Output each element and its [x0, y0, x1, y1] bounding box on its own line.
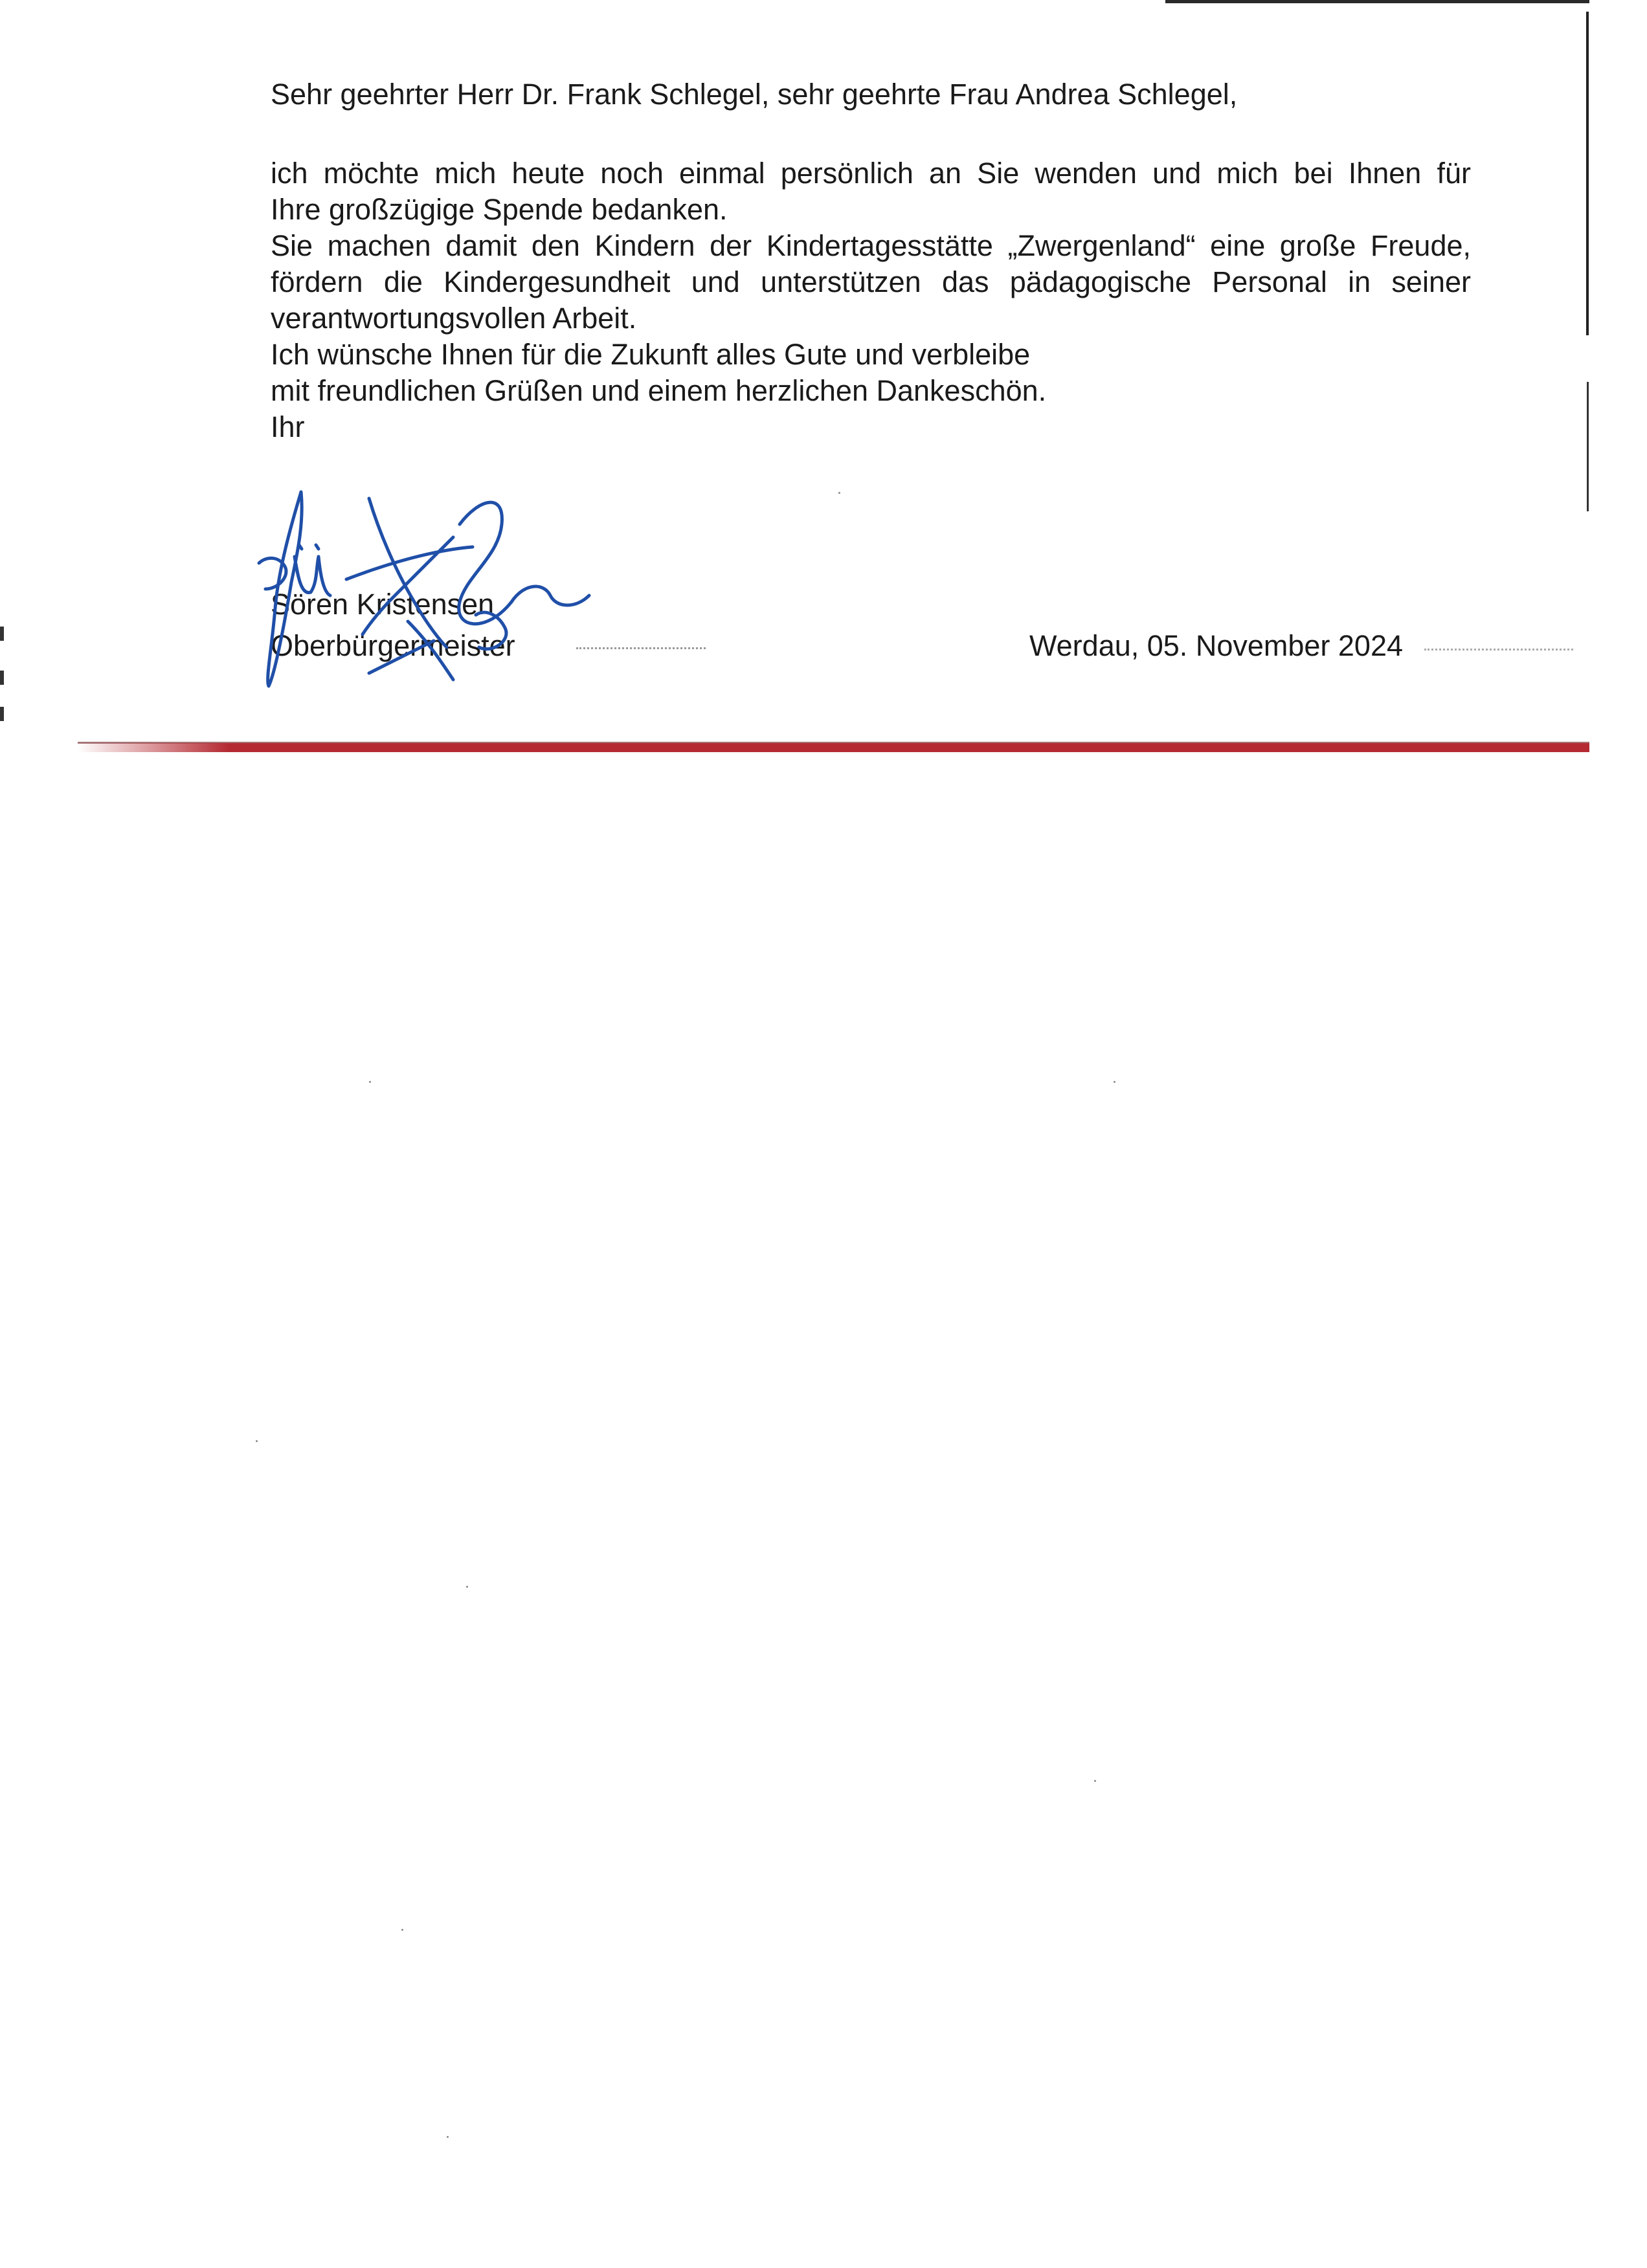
letter-body: [271, 155, 1471, 445]
signer-name: Sören Kristensen: [271, 588, 495, 621]
handwritten-signature: [240, 485, 602, 699]
scan-speck: [838, 492, 840, 494]
scan-speck: [447, 2136, 449, 2138]
signature-drawing: [240, 485, 602, 699]
body-line-4: fördern die Kindergesundheit und unterstützen das pädagogische Personal in seiner: [271, 265, 1471, 298]
body-line-3: Sie machen damit den Kindern der Kindertagesstätte „Zwergenland“ eine große Freude,: [271, 229, 1471, 262]
salutation: Sehr geehrter Herr Dr. Frank Schlegel, sehr geehrte Frau Andrea Schlegel,: [271, 78, 1238, 111]
scan-speck: [401, 1929, 403, 1931]
place-and-date: Werdau, 05. November 2024: [1029, 629, 1404, 662]
body-line-6: Ich wünsche Ihnen für die Zukunft alles Gute und verbleibe: [271, 338, 1031, 371]
scan-speck: [369, 1081, 371, 1083]
scan-edge-right: [1586, 12, 1589, 335]
body-line-5: verantwortungsvollen Arbeit.: [271, 302, 637, 335]
scan-speck: [466, 1586, 468, 1588]
footer-red-rule: [78, 743, 1589, 752]
scan-edge-right-lower: [1587, 382, 1589, 511]
scan-speck: [1094, 1780, 1096, 1782]
scan-speck: [1114, 1081, 1115, 1083]
signer-title: Oberbürgermeister: [271, 629, 515, 662]
body-line-2: Ihre großzügige Spende bedanken.: [271, 193, 728, 226]
scan-edge-top: [1165, 0, 1589, 3]
body-line-8: Ihr: [271, 410, 305, 443]
body-line-1: ich möchte mich heute noch einmal persönlich an Sie wenden und mich bei Ihnen für: [271, 157, 1471, 190]
scan-speck: [256, 1440, 258, 1442]
dotted-leader-right: [1424, 649, 1573, 650]
body-line-7: mit freundlichen Grüßen und einem herzlichen Dankeschön.: [271, 374, 1047, 407]
